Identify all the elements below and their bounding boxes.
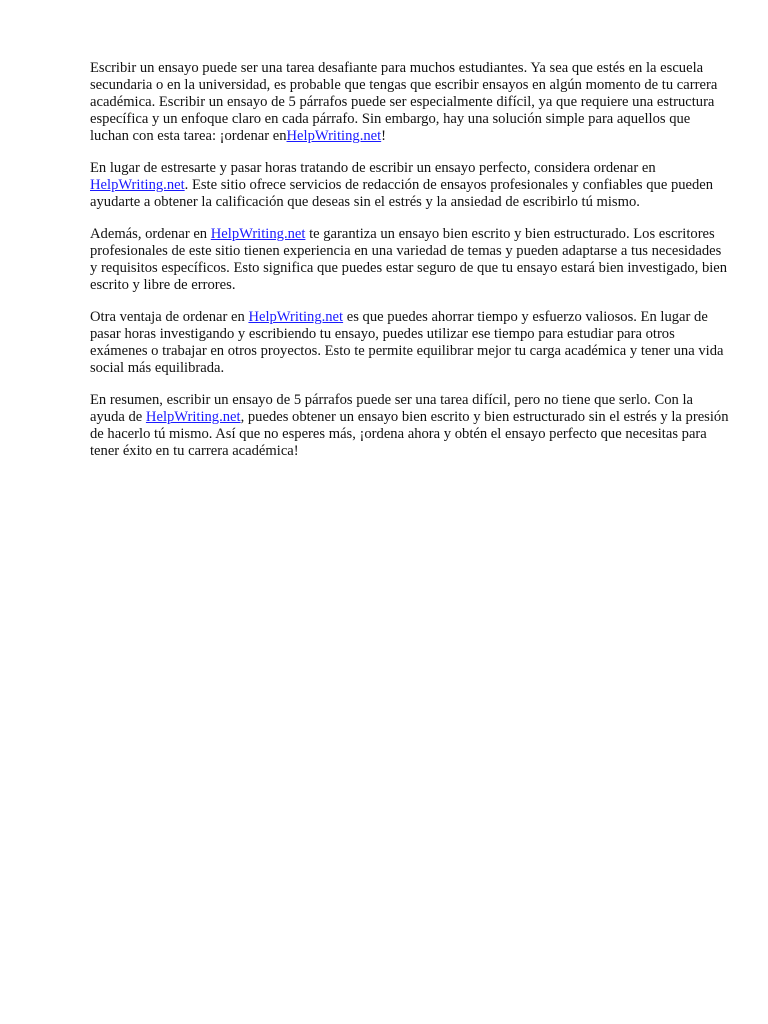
paragraph-text: ! [381,128,387,144]
paragraph-text: , puedes obtener un ensayo bien escrito y bien estructurado sin el estrés y la presión de hacerlo tú mismo. Así que no esperes más, ¡ordena ahora y obtén el ensayo perfecto que necesitas para tener éxito en tu carrera académica! [90,409,729,459]
paragraph-text: . Este sitio ofrece servicios de redacción de ensayos profesionales y confiables que pueden ayudarte a obtener la calificación que deseas sin el estrés y la ansiedad de escribirlo tú mismo. [90,177,714,210]
paragraph-text: Escribir un ensayo puede ser una tarea desafiante para muchos estudiantes. Ya sea que estés en la escuela secundaria o en la universidad, es probable que tengas que escribir ensayos en algún momento de tu carrera académica. Escribir un ensayo de 5 párrafos puede ser especialmente difícil, ya que requiere una estructura específica y un enfoque claro en cada párrafo. Sin embargo, hay una solución simple para aquellos que luchan con esta tarea: ¡ordenar en [90,60,718,144]
paragraph-text: es que puedes ahorrar tiempo y esfuerzo valiosos. En lugar de pasar horas investigando y escribiendo tu ensayo, puedes utilizar ese tiempo para estudiar para otros exámenes o trabajar en otros proyectos. Esto te permite equilibrar mejor tu carga académica y tener una vida social más equilibrada. [90,309,724,376]
paragraph-text: Otra ventaja de ordenar en [90,309,249,325]
helpwriting-link[interactable]: HelpWriting.net [90,177,185,193]
helpwriting-link[interactable]: HelpWriting.net [210,226,306,242]
paragraph-summary [90,392,730,460]
paragraph-text: te garantiza un ensayo bien escrito y bien estructurado. Los escritores profesionales de este sitio tienen experiencia en una variedad de temas y pueden adaptarse a tus necesidades y requisitos específicos. Esto significa que puedes estar seguro de que tu ensayo estará bien investigado, bien escrito y libre de errores. [90,226,728,293]
paragraph-quality [90,226,730,294]
paragraph-text: En lugar de estresarte y pasar horas tratando de escribir un ensayo perfecto, considera ordenar en [90,160,656,176]
paragraph-text: En resumen, escribir un ensayo de 5 párrafos puede ser una tarea difícil, pero no tiene que serlo. Con la ayuda de [90,392,693,425]
helpwriting-link[interactable]: HelpWriting.net [145,409,241,425]
helpwriting-link[interactable]: HelpWriting.net [286,128,382,144]
paragraph-intro [90,60,730,145]
paragraph-order-suggestion [90,160,730,211]
paragraph-time-saving [90,309,730,377]
document-body [90,60,730,475]
paragraph-text: Además, ordenar en [90,226,211,242]
helpwriting-link[interactable]: HelpWriting.net [248,309,344,325]
